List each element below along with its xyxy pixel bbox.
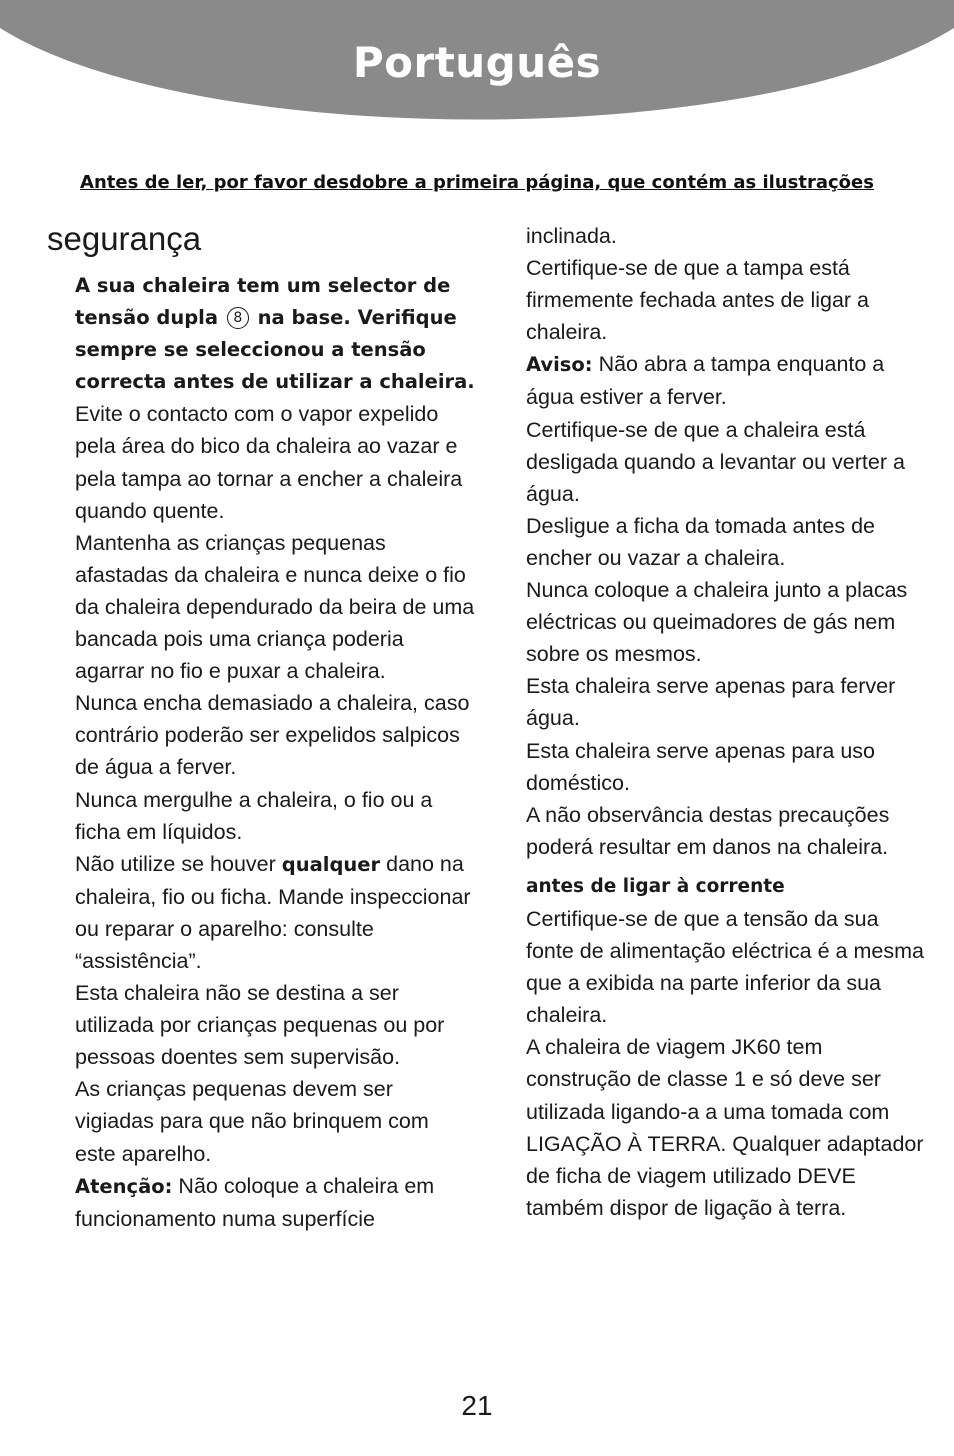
safety-paragraph: Mantenha as crianças pequenas afastadas da chaleira e nunca deixe o fio da chaleira dependurado da beira de uma bancada pois uma criança poderia agarrar no fio e puxar a chaleira. <box>75 530 475 684</box>
safety-paragraph: Esta chaleira não se destina a ser utilizada por crianças pequenas ou por pessoas doentes sem supervisão. <box>75 981 445 1070</box>
illustration-ref-badge: 8 <box>227 307 249 329</box>
safety-paragraph: Certifique-se de que a chaleira está desligada quando a levantar ou verter a água. <box>526 417 905 506</box>
safety-paragraph: As crianças pequenas devem ser vigiadas para que não brinquem com este aparelho. <box>75 1077 429 1166</box>
safety-paragraph: Esta chaleira serve apenas para uso doméstico. <box>526 738 875 795</box>
voltage-warning-part2: na base. Verifique sempre se seleccionou a tensão correcta antes de utilizar a chaleira. <box>75 306 475 394</box>
power-paragraph: Certifique-se de que a tensão da sua fonte de alimentação eléctrica é a mesma que a exibida na parte inferior da sua chaleira. <box>526 906 924 1028</box>
attention-label: Atenção: <box>75 1174 173 1198</box>
page-header-band <box>0 0 954 160</box>
paragraph-text: dano na chaleira, fio ou ficha. Mande inspeccionar ou reparar o aparelho: consulte “assistência”. <box>75 851 471 973</box>
voltage-warning-part1: A sua chaleira tem um selector de tensão dupla <box>75 274 451 330</box>
safety-paragraph <box>75 848 475 977</box>
warning-label: Aviso: <box>526 353 593 377</box>
power-paragraph: A chaleira de viagem JK60 tem construção de classe 1 e só deve ser utilizada ligando-a a uma tomada com LIGAÇÃO À TERRA. Qualquer adaptador de ficha de viagem utilizado DEVE também dispor de ligação à terra. <box>526 1035 924 1220</box>
section-title: segurança <box>47 220 202 257</box>
safety-paragraph: A não observância destas precauções poderá resultar em danos na chaleira. <box>526 802 890 859</box>
page-title: Português <box>352 38 602 87</box>
safety-paragraph: Certifique-se de que a tampa está firmemente fechada antes de ligar a chaleira. <box>526 256 870 345</box>
page-number: 21 <box>461 1390 493 1421</box>
paragraph-text: Não utilize se houver <box>75 851 276 876</box>
safety-paragraph: inclinada. <box>526 224 617 248</box>
safety-paragraph <box>75 1170 475 1235</box>
safety-paragraph: Desligue a ficha da tomada antes de encher ou vazar a chaleira. <box>526 513 876 570</box>
unfold-notice: Antes de ler, por favor desdobre a primeira página, que contém as ilustrações <box>80 172 874 193</box>
left-column <box>75 270 475 1235</box>
power-subheading: antes de ligar à corrente <box>526 875 785 897</box>
safety-paragraph: Nunca coloque a chaleira junto a placas eléctricas ou queimadores de gás nem sobre os mesmos. <box>526 578 908 667</box>
emphasis-text: qualquer <box>281 852 381 876</box>
safety-paragraph <box>526 348 926 413</box>
paragraph-text: Não coloque a chaleira em funcionamento numa superfície <box>75 1173 435 1231</box>
safety-paragraph: Evite o contacto com o vapor expelido pela área do bico da chaleira ao vazar e pela tampa ao tornar a encher a chaleira quando quente. <box>75 402 463 523</box>
safety-paragraph: Nunca mergulhe a chaleira, o fio ou a ficha em líquidos. <box>75 787 433 844</box>
paragraph-text: Não abra a tampa enquanto a água estiver a ferver. <box>526 352 885 410</box>
voltage-warning <box>75 270 475 398</box>
right-column <box>526 220 926 1224</box>
safety-paragraph: Nunca encha demasiado a chaleira, caso contrário poderão ser expelidos salpicos de água a ferver. <box>75 691 470 780</box>
safety-paragraph: Esta chaleira serve apenas para ferver água. <box>526 674 896 731</box>
